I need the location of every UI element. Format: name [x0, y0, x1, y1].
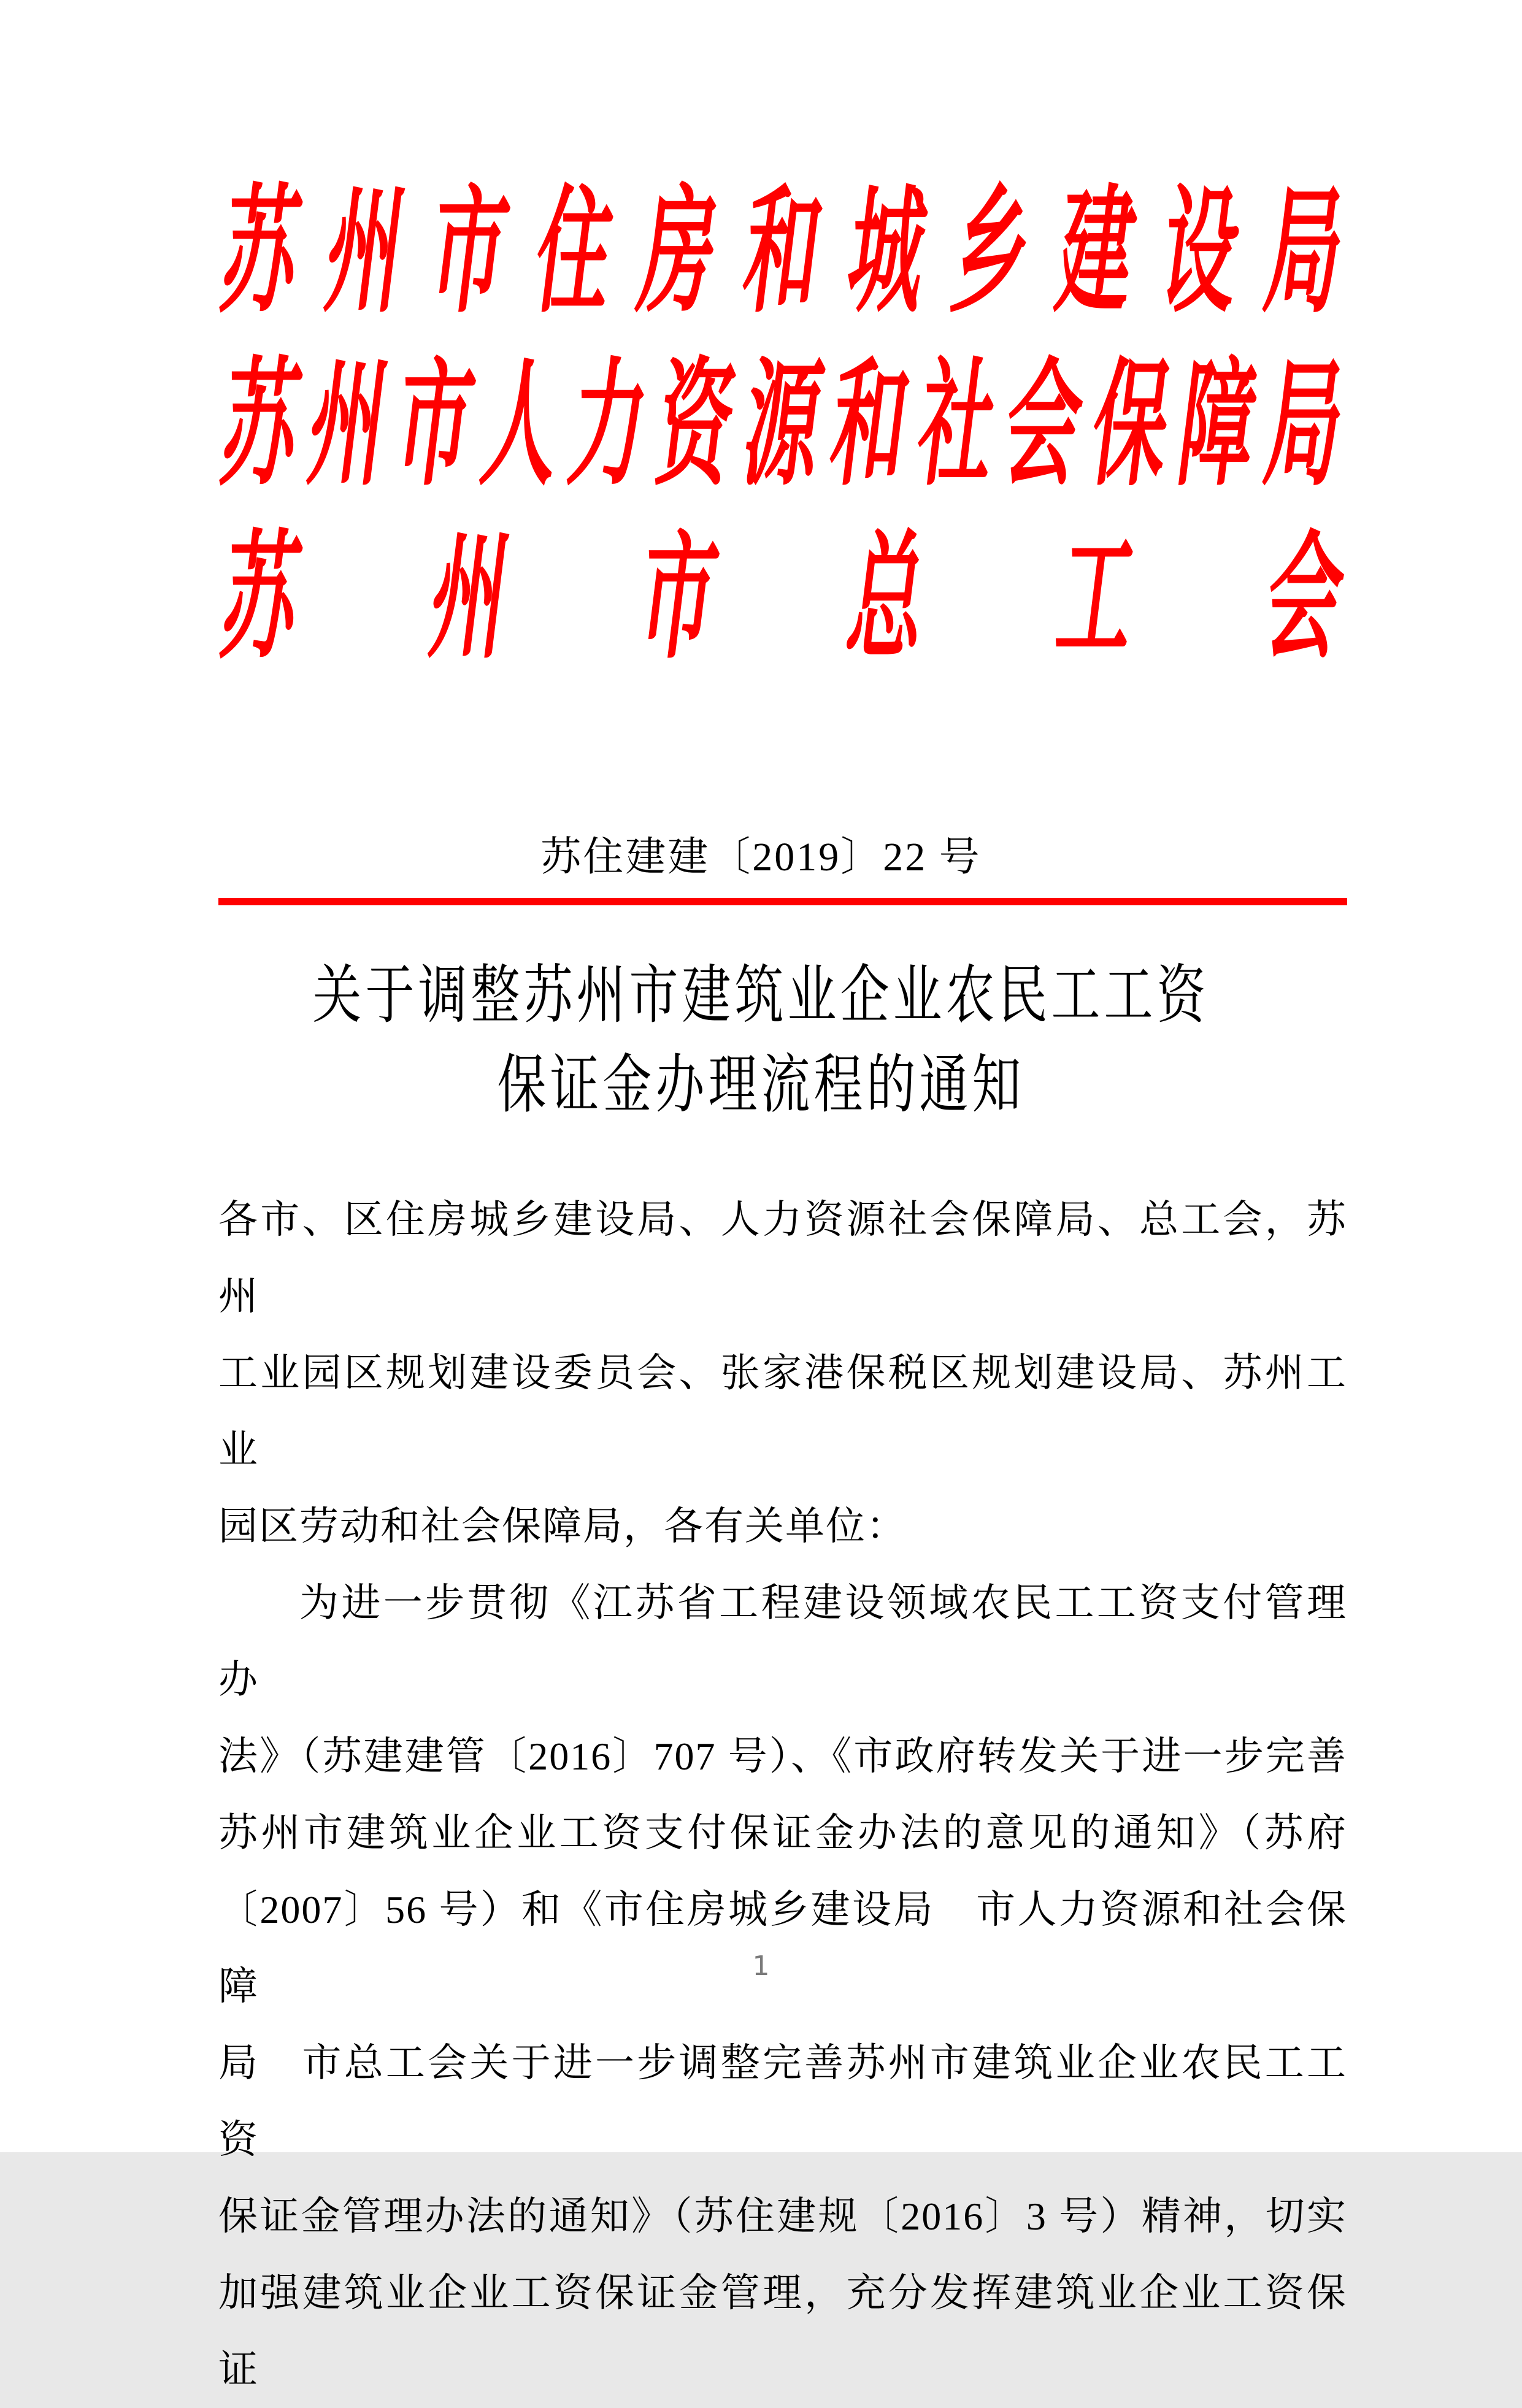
letterhead-char: 源 [736, 350, 830, 502]
letterhead-char: 工 [1049, 523, 1143, 675]
letterhead-char: 建 [1049, 177, 1143, 329]
letterhead-char: 州 [301, 350, 394, 502]
red-divider-rule [218, 898, 1347, 905]
letterhead-char: 州 [318, 177, 412, 329]
letterhead-char: 住 [527, 177, 621, 329]
letterhead-char: 会 [997, 350, 1091, 502]
body-line: 各市、区住房城乡建设局、人力资源社会保障局、总工会，苏州 [218, 1198, 1347, 1318]
document-title [0, 951, 1522, 1130]
body-line: 苏州市建筑业企业工资支付保证金办法的意见的通知》（苏府 [218, 1811, 1347, 1855]
letterhead-char: 市 [423, 177, 517, 329]
letterhead-char: 资 [649, 350, 743, 502]
body-line: 工业园区规划建设委员会、张家港保税区规划建设局、苏州工业 [218, 1351, 1347, 1471]
body-line: 局 市总工会关于进一步调整完善苏州市建筑业企业农民工工资 [218, 2041, 1347, 2161]
letterhead-char: 市 [388, 350, 482, 502]
title-line: 保证金办理流程的通知 [497, 1050, 1025, 1121]
letterhead-char: 市 [631, 523, 725, 675]
page-number: 1 [752, 1950, 770, 1982]
body-line: 园区劳动和社会保障局，各有关单位： [218, 1505, 907, 1548]
body-line: 〔2007〕56 号）和《市住房城乡建设局 市人力资源和社会保障 [218, 1888, 1347, 2008]
title-line: 关于调整苏州市建筑业企业农民工工资 [312, 961, 1210, 1032]
letterhead-char: 局 [1258, 177, 1351, 329]
letterhead-char: 障 [1171, 350, 1265, 502]
body-line: 法》（苏建建管〔2016〕707 号）、《市政府转发关于进一步完善 [218, 1735, 1347, 1778]
letterhead-char: 社 [910, 350, 1004, 502]
letterhead-char: 州 [423, 523, 517, 675]
letterhead-char: 力 [562, 350, 656, 502]
letterhead-char: 乡 [945, 177, 1039, 329]
document-body [218, 1181, 1347, 2408]
body-line: 保证金管理办法的通知》（苏住建规〔2016〕3 号）精神，切实 [218, 2195, 1347, 2238]
letterhead-char: 和 [736, 177, 829, 329]
letterhead-char: 苏 [214, 523, 308, 675]
letterhead-char: 房 [631, 177, 725, 329]
letterhead-char: 会 [1258, 523, 1352, 675]
letterhead-char: 苏 [214, 350, 308, 502]
letterhead-char: 和 [823, 350, 917, 502]
letterhead-char: 保 [1084, 350, 1178, 502]
letterhead [214, 167, 1352, 686]
letterhead-char: 城 [840, 177, 934, 329]
letterhead-char: 人 [475, 350, 569, 502]
letterhead-char: 总 [840, 523, 934, 675]
letterhead-char: 苏 [214, 177, 308, 329]
body-line: 加强建筑业企业工资保证金管理，充分发挥建筑业企业工资保证 [218, 2271, 1347, 2391]
body-line: 为进一步贯彻《江苏省工程建设领域农民工工资支付管理办 [218, 1581, 1347, 1701]
document-number: 苏住建建〔2019〕22 号 [540, 835, 982, 880]
letterhead-char: 局 [1258, 350, 1351, 502]
letterhead-char: 设 [1153, 177, 1247, 329]
